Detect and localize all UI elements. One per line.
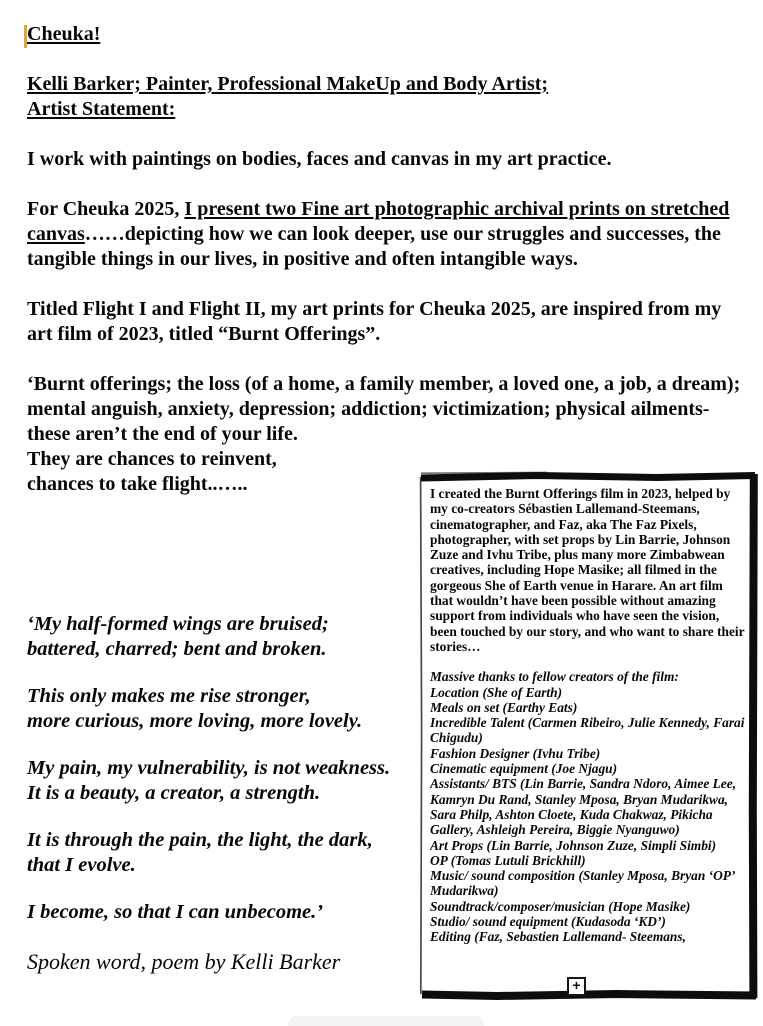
credit-line: Fashion Designer (Ivhu Tribe) xyxy=(430,745,601,761)
credit-line: Location (She of Earth) xyxy=(430,684,563,700)
credits-box-content xyxy=(430,486,746,987)
burnt-line: They are chances to reinvent, xyxy=(27,448,277,470)
credit-line: Studio/ sound equipment (Kudasoda ‘KD’) xyxy=(430,914,666,930)
poem-attribution: Spoken word, poem by Kelli Barker xyxy=(27,949,341,974)
poem-stanza xyxy=(27,756,447,806)
heading-line1: Kelli Barker; Painter, Professional MakeUp and Body Artist; xyxy=(27,73,549,95)
cheuka-paragraph-suffix: ……depicting how we can look deeper, use our struggles and successes, the tangible things in our lives, in positive and often intangible ways. xyxy=(27,223,721,270)
artist-statement xyxy=(27,22,741,497)
heading-line2: Artist Statement: xyxy=(27,98,176,120)
poem-line: battered, charred; bent and broken. xyxy=(27,638,327,660)
poem-line: ‘My half-formed wings are bruised; xyxy=(27,613,329,635)
credit-line: Massive thanks to fellow creators of the film: xyxy=(430,669,679,685)
bottom-dock-hint xyxy=(288,1016,484,1026)
page-title: Cheuka! xyxy=(27,23,101,45)
cheuka-paragraph-prefix: For Cheuka 2025, xyxy=(27,198,185,220)
credit-line: Soundtrack/composer/musician (Hope Masike) xyxy=(430,898,691,914)
poem-line: It is a beauty, a creator, a strength. xyxy=(27,782,321,804)
textbox-expand-handle[interactable]: + xyxy=(567,977,586,996)
poem-line: that I evolve. xyxy=(27,854,136,876)
poem-line: more curious, more loving, more lovely. xyxy=(27,710,363,732)
poem-line: I become, so that I can unbecome.’ xyxy=(27,901,324,923)
burnt-line: chances to take flight..….. xyxy=(27,473,248,495)
film-description-paragraph: I created the Burnt Offerings film in 2023, helped by my co-creators Sébastien Lallemand-Steemans, cinematographer, and Faz, aka The Faz Pixels, photographer, with set props by Lin Barrie, Johnson Zuze and Ivhu Tribe, plus many more Zimbabwean creatives, including Hope Masike; all filmed in the gorgeous She of Earth venue in Harare. An art film that wouldn’t have been possible without amazing support from individuals who have seen the vision, been touched by our story, and who want to share their stories… xyxy=(430,486,745,654)
credit-line: Editing (Faz, Sebastien Lallemand- Steemans, xyxy=(430,929,686,945)
burnt-line: ‘Burnt offerings; the loss (of a home, a family member, a loved one, a job, a dream); mental anguish, anxiety, depression; addiction; victimization; physical ailments- xyxy=(27,373,741,420)
credit-line: Assistants/ BTS (Lin Barrie, Sandra Ndoro, Aimee Lee, Kamryn Du Rand, Stanley Mposa, Bryan Mudarikwa, Sara Philp, Ashton Cloete, Kuda Chakwaz, Pikicha Gallery, Ashleigh Pereira, Biggie Nyanguwo) xyxy=(430,776,737,838)
poem-stanza xyxy=(27,612,447,662)
credit-line: Art Props (Lin Barrie, Johnson Zuze, Simpli Simbi) xyxy=(430,837,717,853)
intro-paragraph: I work with paintings on bodies, faces and canvas in my art practice. xyxy=(27,148,612,170)
credit-line: Cinematic equipment (Joe Njagu) xyxy=(430,761,618,777)
poem-line: This only makes me rise stronger, xyxy=(27,685,311,707)
credit-line: OP (Tomas Lutuli Brickhill) xyxy=(430,852,586,868)
cheuka-2025-paragraph xyxy=(27,197,741,272)
burnt-line: these aren’t the end of your life. xyxy=(27,423,298,445)
cheuka-paragraph-underlined: I present two Fine art photographic archival prints on stretched canvas xyxy=(27,198,730,245)
titled-flight-paragraph: Titled Flight I and Flight II, my art prints for Cheuka 2025, are inspired from my art film of 2023, titled “Burnt Offerings”. xyxy=(27,298,722,345)
poem-stanza xyxy=(27,684,447,734)
credits-text-box xyxy=(417,470,758,1001)
credit-line: Incredible Talent (Carmen Ribeiro, Julie Kennedy, Farai Chigudu) xyxy=(430,715,745,746)
credit-line: Music/ sound composition (Stanley Mposa, Bryan ‘OP’ Mudarikwa) xyxy=(430,868,735,899)
poem-stanza xyxy=(27,900,447,925)
poem-line: My pain, my vulnerability, is not weakness. xyxy=(27,757,391,779)
credit-line: Meals on set (Earthy Eats) xyxy=(430,699,578,715)
poem-stanza xyxy=(27,828,447,878)
poem xyxy=(27,612,447,974)
poem-line: It is through the pain, the light, the dark, xyxy=(27,829,373,851)
